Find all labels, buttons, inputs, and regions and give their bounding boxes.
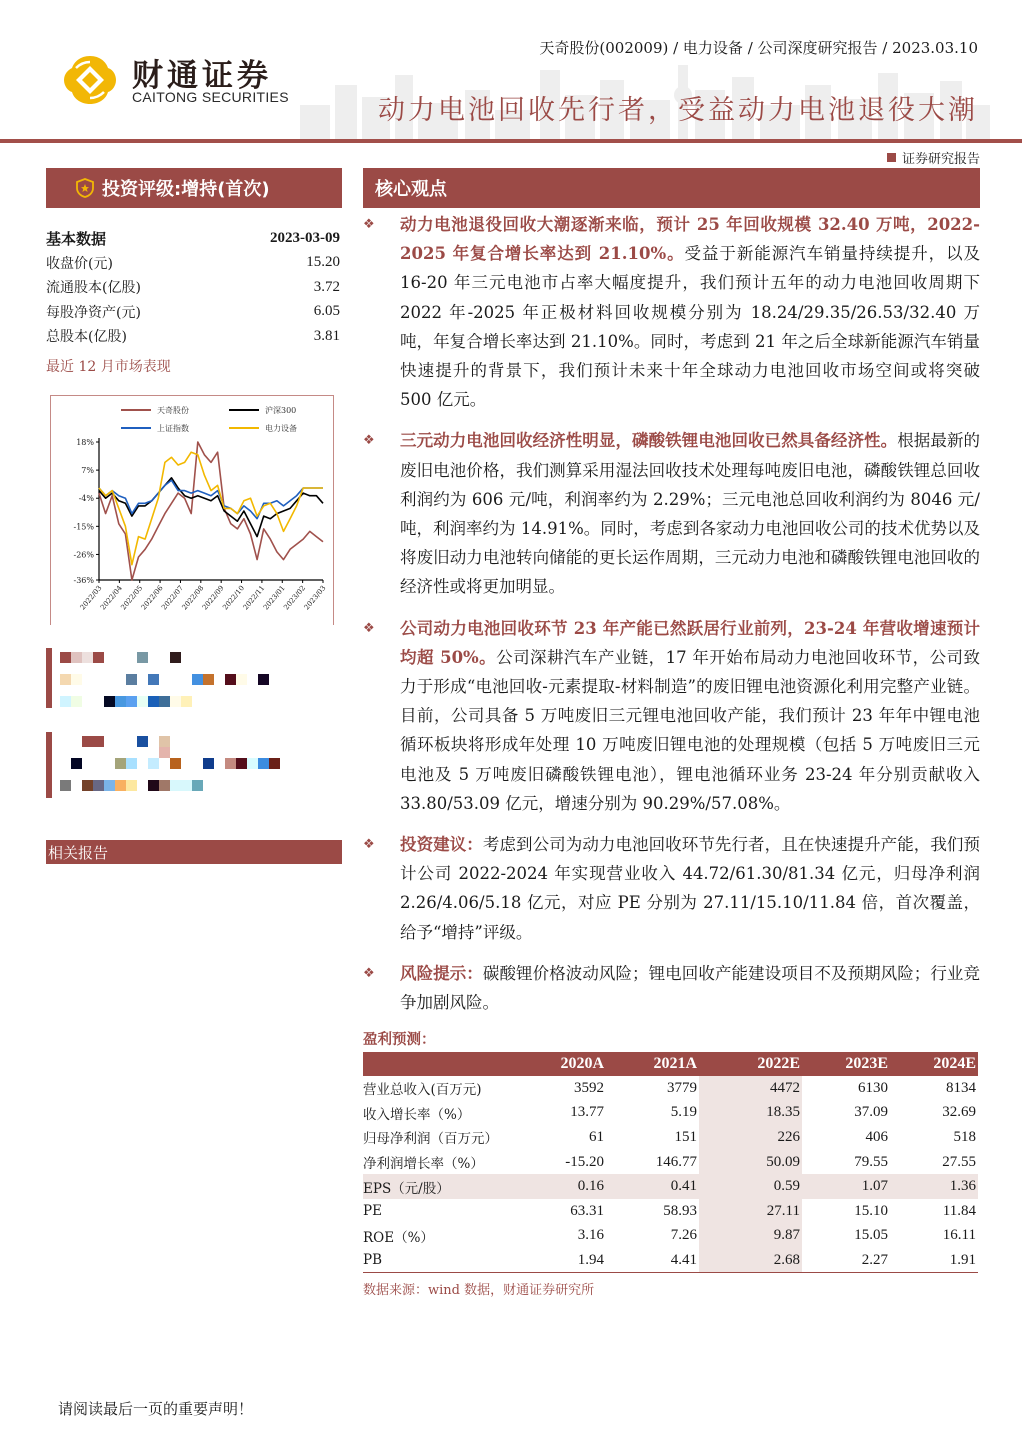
table-cell: 13.77 (570, 1104, 604, 1121)
table-cell: 27.55 (942, 1153, 976, 1170)
point-highlight: 公司动力电池回收环节 23 年产能已然跃居行业前列，23-24 年营收增速预计均超 50%。 (400, 618, 980, 667)
table-cell: 1.36 (890, 1174, 978, 1199)
redaction-pixel (60, 674, 71, 685)
table-cell: -15.20 (565, 1153, 604, 1170)
redaction-pixel (159, 696, 170, 707)
table-cell: 0.59 (699, 1174, 802, 1199)
table-cell: 15.05 (854, 1227, 888, 1244)
x-tick-label: 2023/03 (302, 584, 328, 612)
table-cell: 1.91 (890, 1248, 978, 1273)
x-tick-label: 2022/05 (119, 584, 145, 612)
table-cell: 226 (699, 1125, 802, 1150)
redaction-pixel (126, 674, 137, 685)
redaction-pixel (126, 758, 137, 769)
line-chart-svg (51, 396, 335, 626)
table-row (363, 1150, 978, 1175)
redaction-pixel (137, 696, 148, 707)
redaction-pixel (181, 696, 192, 707)
table-row (363, 1101, 978, 1126)
table-cell: 8134 (946, 1079, 976, 1096)
point-highlight: 投资建议： (400, 835, 483, 855)
report-header (0, 0, 1022, 167)
x-tick-label: 2022/06 (139, 584, 165, 612)
x-tick-label: 2023/02 (282, 584, 308, 612)
diamond-bullet-icon: ❖ (363, 837, 375, 853)
redaction-pixel (225, 758, 236, 769)
point-text: 考虑到公司为动力电池回收环节先行者，且在快速提升产能，我们预计公司 2022-2024 年实现营业收入 44.72/61.30/81.34 亿元，归母净利润 2.26/4.06/5.18 亿元，对应 PE 分别为 27.11/15.10/11.84 倍，首次覆盖，给予“增持”评级。 (400, 835, 981, 942)
core-views-list (363, 210, 980, 1029)
row-label: 净利润增长率（%） (363, 1156, 484, 1173)
redaction-pixel (170, 696, 181, 707)
basic-data-row (46, 275, 342, 300)
table-cell: 58.93 (663, 1202, 697, 1219)
table-row (363, 1199, 978, 1224)
redaction-pixel (115, 780, 126, 791)
basic-data-row (46, 300, 342, 325)
redaction-pixel (60, 780, 71, 791)
redaction-pixel (82, 736, 93, 747)
basic-data-label: 收盘价(元) (46, 255, 113, 272)
redaction-pixel (126, 780, 137, 791)
series-line-1 (99, 478, 323, 537)
basic-data-label: 每股净资产(元) (46, 304, 141, 321)
basic-data-value: 15.20 (306, 254, 340, 271)
table-row (363, 1125, 978, 1150)
table-cell: 1.07 (802, 1174, 890, 1199)
table-cell: 0.16 (513, 1174, 606, 1199)
core-view-point (363, 426, 980, 601)
redaction-pixel (71, 758, 82, 769)
y-tick-label: -15% (73, 522, 94, 532)
redaction-pixel (126, 696, 137, 707)
table-cell: 16.11 (942, 1227, 976, 1244)
table-cell: 2.68 (699, 1248, 802, 1273)
redaction-pixel (60, 696, 71, 707)
report-type-label (887, 148, 980, 167)
point-highlight: 风险提示： (400, 963, 483, 983)
redaction-pixel (159, 747, 170, 758)
table-header-cell: 2020A (513, 1052, 606, 1076)
x-tick-label: 2023/01 (261, 584, 287, 612)
rating-text: 投资评级:增持(首次) (102, 179, 270, 200)
basic-data-value: 3.72 (313, 278, 340, 295)
row-label: 营业总收入(百万元) (363, 1082, 482, 1099)
table-row (363, 1224, 978, 1249)
redaction-pixel (82, 652, 93, 663)
table-header-cell: 2023E (802, 1052, 890, 1076)
redacted-related-reports (46, 648, 342, 798)
x-tick-label: 2022/03 (78, 584, 104, 612)
table-cell: 2.27 (802, 1248, 890, 1273)
diamond-bullet-icon: ❖ (363, 620, 375, 636)
redaction-pixel (148, 674, 159, 685)
basic-data-date: 2023-03-09 (270, 229, 340, 246)
redaction-pixel (148, 780, 159, 791)
redaction-bar (46, 784, 52, 798)
table-cell: 27.11 (699, 1199, 802, 1224)
redaction-pixel (236, 758, 247, 769)
x-tick-label: 2022/11 (241, 584, 267, 612)
redaction-pixel (203, 758, 214, 769)
investment-rating-banner (46, 168, 342, 208)
table-cell: 37.09 (854, 1104, 888, 1121)
table-header-cell: 2021A (606, 1052, 699, 1076)
redaction-pixel (104, 696, 115, 707)
basic-data-title: 基本数据 (46, 229, 107, 248)
table-cell: 9.87 (699, 1224, 802, 1249)
table-cell: 32.69 (942, 1104, 976, 1121)
table-cell: 7.26 (670, 1227, 697, 1244)
table-cell: 5.19 (670, 1104, 697, 1121)
redaction-pixel (148, 758, 159, 769)
redaction-pixel (170, 780, 181, 791)
point-text: 根据最新的废旧电池价格，我们测算采用湿法回收技术处理每吨废旧电池，磷酸铁锂总回收利润约为 606 元/吨，利润率约为 2.29%；三元电池总回收利润约为 8046 元/吨，利润率约为 14.91%。同时，考虑到各家动力电池回收公司的技术优势以及将废旧动力电池转向储能的更长运作周期，三元动力电池和磷酸铁锂电池回收的经济性或将更加明显。 (400, 431, 981, 597)
table-row (363, 1076, 978, 1101)
table-header-cell: 2024E (890, 1052, 978, 1076)
redaction-pixel (170, 758, 181, 769)
redaction-pixel (159, 780, 170, 791)
series-line-2 (99, 480, 323, 518)
redaction-pixel (93, 652, 104, 663)
table-cell: 63.31 (570, 1202, 604, 1219)
investment-advice-point (363, 830, 980, 947)
basic-data-table (46, 226, 342, 349)
redaction-pixel (236, 674, 247, 685)
caitong-logo-icon (62, 52, 118, 108)
redaction-pixel (82, 780, 93, 791)
earnings-forecast-label: 盈利预测： (363, 1031, 436, 1048)
redaction-pixel (104, 780, 115, 791)
row-label: EPS（元/股） (363, 1174, 513, 1199)
disclaimer-note: 请阅读最后一页的重要声明！ (58, 1400, 254, 1418)
market-performance-chart (50, 395, 334, 625)
risk-warning-point (363, 959, 980, 1017)
redaction-pixel (148, 696, 159, 707)
y-tick-label: 18% (76, 438, 94, 447)
basic-data-row (46, 324, 342, 349)
basic-data-row (46, 251, 342, 276)
table-cell: 146.77 (655, 1153, 697, 1170)
basic-data-label: 总股本(亿股) (46, 329, 127, 346)
shield-star-icon (76, 178, 94, 198)
point-text: 碳酸锂价格波动风险；锂电回收产能建设项目不及预期风险；行业竞争加剧风险。 (400, 963, 981, 1013)
table-row (363, 1248, 978, 1273)
redaction-pixel (192, 674, 203, 685)
redaction-pixel (203, 674, 214, 685)
basic-data-value: 3.81 (313, 327, 340, 344)
core-view-point (363, 210, 980, 414)
redaction-pixel (159, 736, 170, 747)
basic-data-header (46, 226, 342, 251)
square-bullet-icon (887, 153, 896, 162)
redaction-pixel (269, 758, 280, 769)
redaction-bar (46, 648, 52, 708)
market-performance-label: 最近 12 月市场表现 (46, 359, 171, 375)
redaction-pixel (137, 652, 148, 663)
redaction-pixel (181, 780, 192, 791)
core-view-point (363, 614, 980, 818)
table-row (363, 1174, 978, 1199)
table-cell: 15.10 (854, 1202, 888, 1219)
redaction-pixel (115, 696, 126, 707)
table-cell: 3779 (667, 1079, 697, 1096)
redaction-pixel (170, 652, 181, 663)
x-tick-label: 2022/10 (221, 584, 247, 612)
table-cell: 0.41 (606, 1174, 699, 1199)
legend-label: 天奇股份 (157, 406, 189, 415)
x-tick-label: 2022/08 (180, 584, 206, 612)
table-cell: 50.09 (699, 1150, 802, 1175)
redaction-bar (46, 732, 52, 792)
table-cell: 4.41 (606, 1248, 699, 1273)
redaction-pixel (115, 758, 126, 769)
legend-label: 沪深300 (265, 406, 297, 415)
redaction-pixel (247, 758, 258, 769)
row-label: PE (363, 1203, 382, 1220)
point-text: 受益于新能源汽车销量持续提升，以及 16-20 年三元电池市占率大幅度提升，我们预计五年的动力电池回收周期下 2022 年-2025 年正极材料回收规模分别为 18.24/29.35/26.53/32.40 万吨，年复合增长率达到 21.10%。同时，考虑到 21 年之后全球新能源汽车销量快速提升的背景下，我们预计未来十年全球动力电池回收市场空间或将突破 500 亿元。 (400, 244, 981, 410)
core-views-header: 核心观点 (363, 168, 980, 208)
table-header-cell: 2022E (699, 1052, 802, 1076)
basic-data-value: 6.05 (313, 303, 340, 320)
y-tick-label: -36% (73, 576, 94, 585)
report-title: 动力电池回收先行者，受益动力电池退役大潮 (378, 95, 978, 126)
table-cell: 3.16 (577, 1227, 604, 1244)
redaction-pixel (71, 652, 82, 663)
redaction-pixel (71, 674, 82, 685)
table-cell: 6130 (858, 1079, 888, 1096)
redaction-pixel (93, 736, 104, 747)
point-text: 公司深耕汽车产业链，17 年开始布局动力电池回收环节，公司致力于形成“电池回收-元素提取-材料制造”的废旧锂电池资源化利用完整产业链。目前，公司具备 5 万吨废旧三元锂电池回收产能，我们预计 23 年年中锂电池循环板块将形成年处理 10 万吨废旧锂电池的处理规模（包括 5 万吨废旧三元电池及 5 万吨废旧磷酸铁锂电池），锂电池循环业务 23-24 年分别贡献收入 33.80/53.09 亿元，增速分别为 90.29%/57.08%。 (400, 647, 980, 813)
table-cell: 151 (674, 1128, 697, 1145)
table-cell: 79.55 (854, 1153, 888, 1170)
table-header-row (363, 1052, 978, 1076)
table-cell: 11.84 (942, 1202, 976, 1219)
table-cell: 406 (865, 1128, 888, 1145)
row-label: ROE（%） (363, 1229, 434, 1246)
table-header-cell (363, 1052, 513, 1076)
related-reports-header: 相关报告 (46, 840, 342, 864)
redaction-pixel (258, 758, 269, 769)
x-tick-label: 2022/04 (99, 584, 124, 612)
redaction-pixel (258, 674, 269, 685)
logo-chinese-name: 财通证券 (132, 58, 272, 94)
table-cell: 61 (589, 1128, 604, 1145)
redaction-pixel (192, 780, 203, 791)
data-source-note: 数据来源：wind 数据，财通证券研究所 (363, 1283, 595, 1298)
redaction-pixel (225, 674, 236, 685)
point-highlight: 动力电池退役回收大潮逐渐来临，预计 25 年回收规模 32.40 万吨，2022-2025 年复合增长率达到 21.10%。 (400, 215, 980, 264)
redaction-pixel (93, 780, 104, 791)
legend-label: 上证指数 (157, 424, 189, 433)
redaction-pixel (71, 696, 82, 707)
header-divider (0, 139, 1022, 143)
breadcrumb: 天奇股份(002009) / 电力设备 / 公司深度研究报告 / 2023.03.10 (539, 39, 978, 57)
table-cell: 4472 (699, 1076, 802, 1101)
diamond-bullet-icon: ❖ (363, 217, 375, 232)
table-cell: 3592 (574, 1079, 604, 1096)
legend-label: 电力设备 (265, 424, 297, 433)
point-highlight: 三元动力电池回收经济性明显，磷酸铁锂电池回收已然具备经济性。 (400, 431, 898, 451)
y-tick-label: -4% (78, 494, 94, 504)
table-cell: 1.94 (513, 1248, 606, 1273)
basic-data-label: 流通股本(亿股) (46, 280, 141, 297)
table-cell: 18.35 (699, 1101, 802, 1126)
report-type-text: 证券研究报告 (901, 152, 980, 167)
row-label: PB (363, 1248, 513, 1273)
table-cell: 518 (953, 1128, 976, 1145)
diamond-bullet-icon: ❖ (363, 965, 375, 981)
row-label: 归母净利润（百万元） (363, 1131, 498, 1148)
x-tick-label: 2022/07 (160, 584, 185, 612)
y-tick-label: -26% (73, 550, 94, 560)
redaction-pixel (60, 652, 71, 663)
earnings-forecast-table (363, 1052, 978, 1273)
redaction-pixel (137, 736, 148, 747)
diamond-bullet-icon: ❖ (363, 433, 375, 449)
x-tick-label: 2022/09 (200, 584, 226, 612)
row-label: 收入增长率（%） (363, 1106, 471, 1123)
y-tick-label: 7% (81, 466, 94, 476)
logo-english-name: CAITONG SECURITIES (132, 89, 289, 105)
